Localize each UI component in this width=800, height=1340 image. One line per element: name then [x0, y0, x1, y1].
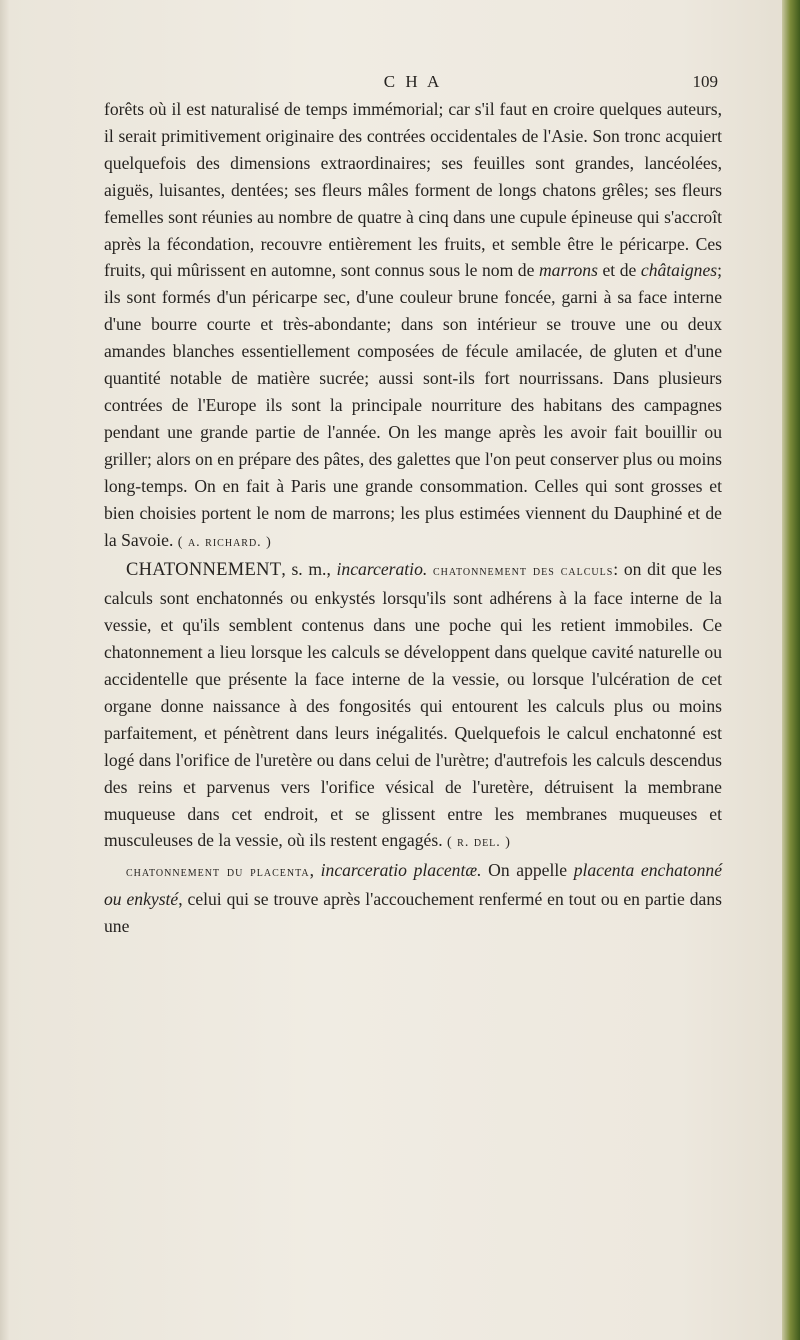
headword: CHATONNEMENT — [126, 560, 282, 581]
page-outer-edge — [782, 0, 800, 1340]
page-body-text — [104, 96, 722, 940]
author-signature: ( a. richard. ) — [177, 534, 272, 550]
entry-chatonnement-placenta: chatonnement du placenta, incarceratio placentæ. On appelle placenta enchatonné ou enkysté, celui qui se trouve après l'accouchement renfermé en tout ou en partie dans une — [104, 860, 723, 937]
page-number: 109 — [692, 72, 718, 91]
subentry-title: chatonnement des calculs — [432, 563, 614, 580]
entry-chatonnement: CHATONNEMENT, s. m., incarceratio. chatonnement des calculs: on dit que les calculs sont enchatonnés ou enkystés lorsqu'ils sont adhérens à la face interne de la vessie, et qu'ils semblent contenus dans une poche qui les retient immobiles. Ce chatonnement a lieu lorsque les calculs se développent dans quelque cavité naturelle ou accidentelle que présente la face interne de la vessie, ou lorsque l'ulcération de cet organe donne naissance à des fongosités qui entourent les calculs plus ou moins parfaitement, et pénètrent dans leurs inégalités. Quelquefois le calcul enchatonné est logé dans l'orifice de l'uretère ou dans celui de l'urètre; d'autrefois les calculs descendus des reins et parvenus vers l'orifice vésical de l'uretère, détruisent la membrane muqueuse dans cet endroit, et se glissent entre les membranes muqueuses et musculeuses de la vessie, où ils restent engagés. ( r. del. ) — [104, 559, 722, 851]
paragraph-chataignier-continued: forêts où il est naturalisé de temps immémorial; car s'il faut en croire quelques auteurs, il serait primitivement originaire des contrées occidentales de l'Asie. Son tronc acquiert quelquefois des dimensions extraordinaires; ses feuilles sont grandes, lancéolées, aiguës, luisantes, dentées; ses fleurs mâles forment de longs chatons grêles; ses fleurs femelles sont réunies au nombre de quatre à cinq dans une cupule épineuse qui s'accroît après la fécondation, recouvre entièrement les fruits, et semble être le péricarpe. Ces fruits, qui mûrissent en automne, sont connus sous le nom de marrons et de châtaignes; ils sont formés d'un péricarpe sec, d'une couleur brune foncée, garni à sa face interne d'une bourre courte et très-abondante; dans son intérieur se trouve une ou deux amandes blanches essentiellement composées de fécule amilacée, de gluten et d'une quantité notable de matière sucrée; aussi sont-ils fort nourrissans. Dans plusieurs contrées de l'Europe ils sont la principale nourriture des habitans des campagnes pendant une grande partie de l'année. On les mange après les avoir fait bouillir ou griller; alors on en prépare des pâtes, des galettes que l'on peut conserver plus ou moins long-temps. On en fait à Paris une grande consommation. Celles qui sont grosses et bien choisies portent le nom de marrons; les plus estimées viennent du Dauphiné et de la Savoie. ( a. richard. ) — [104, 99, 723, 550]
subentry-title: chatonnement du placenta — [126, 864, 310, 881]
running-head: C H A — [383, 72, 443, 91]
page-gutter-edge — [0, 0, 10, 1340]
author-signature: ( r. del. ) — [447, 835, 511, 851]
